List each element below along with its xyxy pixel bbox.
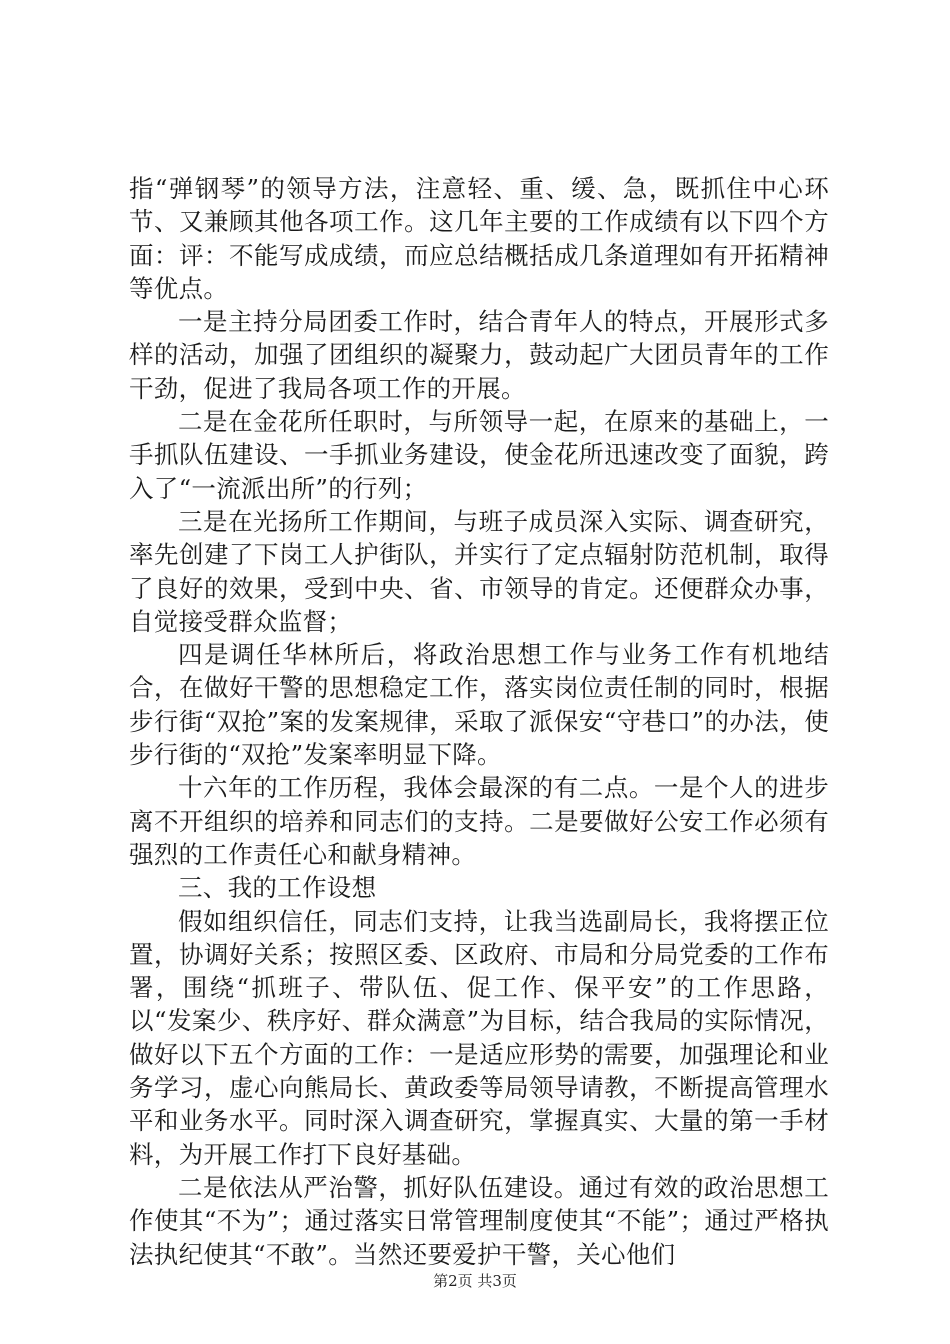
document-body	[129, 172, 829, 1271]
paragraph-experience: 十六年的工作历程，我体会最深的有二点。一是个人的进步离不开组织的培养和同志们的支持。二是要做好公安工作必须有强烈的工作责任心和献身精神。	[129, 773, 829, 869]
paragraph-continued: 指“弹钢琴”的领导方法，注意轻、重、缓、急，既抓住中心环节、又兼顾其他各项工作。这几年主要的工作成绩有以下四个方面：评：不能写成成绩，而应总结概括成几条道理如有开拓精神等优点。	[129, 174, 829, 303]
page-footer: 第2页 共3页	[433, 1272, 517, 1290]
section-heading: 三、我的工作设想	[178, 873, 377, 903]
paragraph-plan-two: 二是依法从严治警，抓好队伍建设。通过有效的政治思想工作使其“不为”；通过落实日常管理制度使其“不能”；通过严格执法执纪使其“不敢”。当然还要爱护干警，关心他们	[129, 1172, 829, 1269]
paragraph-item-one: 一是主持分局团委工作时，结合青年人的特点，开展形式多样的活动，加强了团组织的凝聚力，鼓动起广大团员青年的工作干劲，促进了我局各项工作的开展。	[129, 307, 829, 403]
paragraph-item-three: 三是在光扬所工作期间，与班子成员深入实际、调查研究，率先创建了下岗工人护街队，并实行了定点辐射防范机制，取得了良好的效果，受到中央、省、市领导的肯定。还便群众办事，自觉接受群众监督；	[129, 506, 829, 636]
paragraph-plan: 假如组织信任，同志们支持，让我当选副局长，我将摆正位置，协调好关系；按照区委、区政府、市局和分局党委的工作布署，围绕“抓班子、带队伍、促工作、保平安”的工作思路，以“发案少、秩序好、群众满意”为目标，结合我局的实际情况，做好以下五个方面的工作：一是适应形势的需要，加强理论和业务学习，虚心向熊局长、黄政委等局领导请教，不断提高管理水平和业务水平。同时深入调查研究，掌握真实、大量的第一手材料，为开展工作打下良好基础。	[129, 906, 829, 1169]
paragraph-item-four: 四是调任华林所后，将政治思想工作与业务工作有机地结合，在做好干警的思想稳定工作，落实岗位责任制的同时，根据步行街“双抢”案的发案规律，采取了派保安“守巷口”的办法，使步行街的“双抢”发案率明显下降。	[129, 640, 829, 770]
paragraph-item-two: 二是在金花所任职时，与所领导一起，在原来的基础上，一手抓队伍建设、一手抓业务建设，使金花所迅速改变了面貌，跨入了“一流派出所”的行列；	[129, 407, 829, 503]
